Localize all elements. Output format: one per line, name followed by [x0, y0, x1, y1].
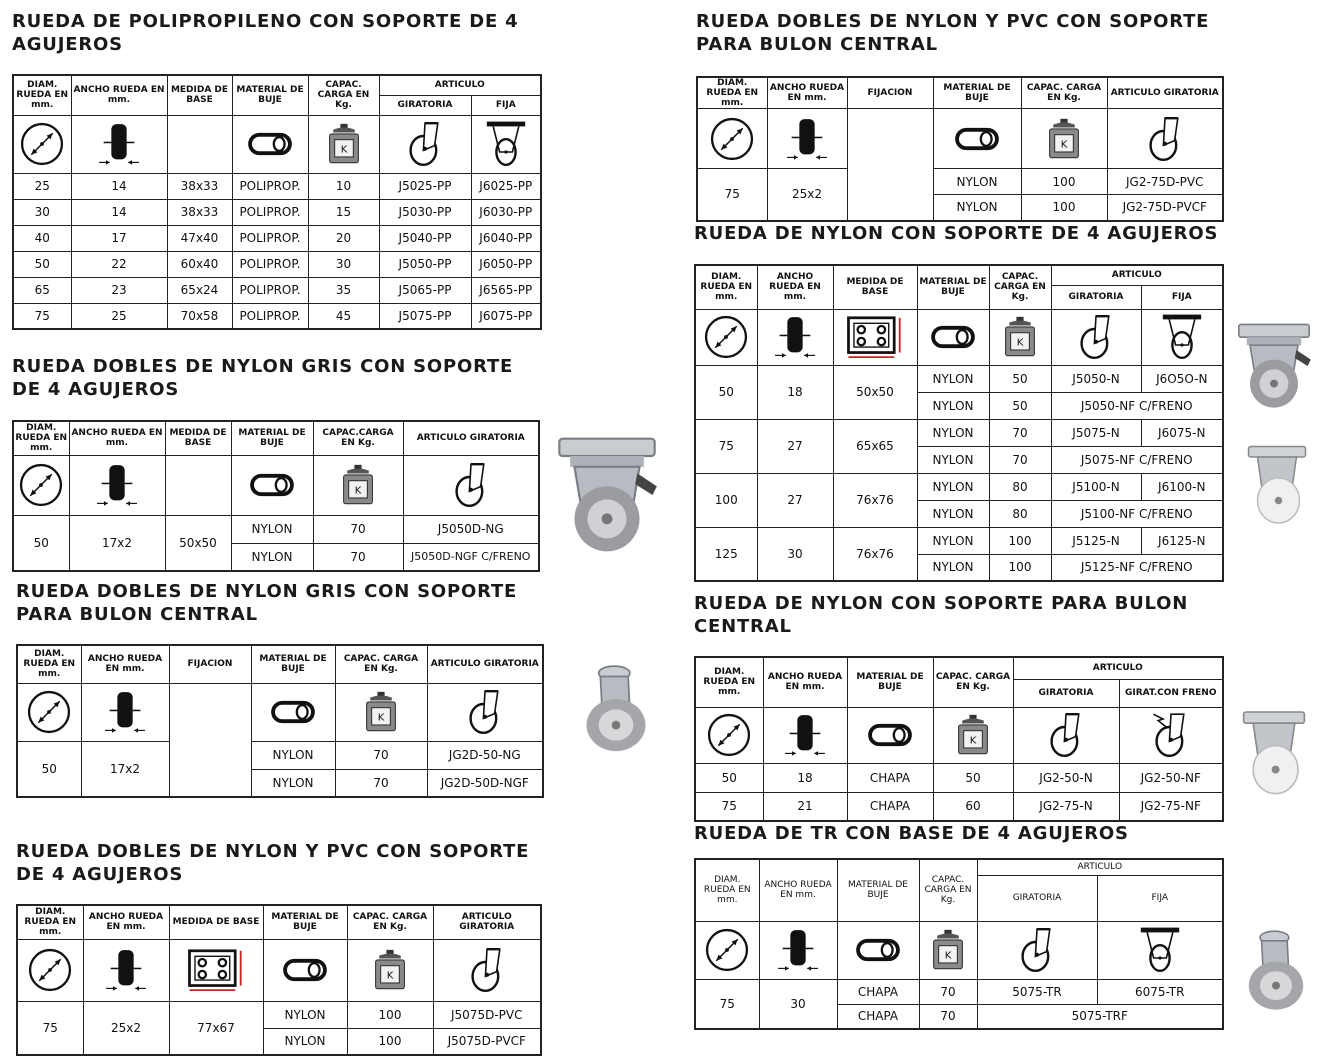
weight-icon	[1021, 109, 1107, 169]
width-icon	[69, 455, 165, 515]
caster-photo	[1226, 318, 1322, 414]
catalog-table	[16, 904, 542, 1056]
header-ancho: ANCHO RUEDA EN mm.	[81, 645, 169, 683]
brake-caster-icon	[1119, 707, 1223, 763]
header-capac: CAPAC. CARGA EN Kg.	[335, 645, 427, 683]
header-material: MATERIAL DE BUJE	[847, 657, 933, 707]
header-capac: CAPAC. CARGA EN Kg.	[933, 657, 1013, 707]
catalog-table	[16, 644, 544, 798]
diameter-icon	[697, 109, 767, 169]
catalog-table	[12, 420, 540, 572]
diameter-icon	[695, 707, 763, 763]
section-title: RUEDA DOBLES DE NYLON GRIS CON SOPORTE DE 4 AGUJEROS	[12, 356, 514, 400]
width-icon	[767, 109, 847, 169]
table-row: 100 27 76x76 NYLON 80 J5100-N J6100-N	[695, 473, 1223, 500]
header-capac: CAPAC. CARGA EN Kg.	[919, 859, 977, 921]
table-row: NYLON 100 J5125-NF C/FRENO	[695, 554, 1223, 581]
header-material: MATERIAL DE BUJE	[251, 645, 335, 683]
width-icon	[71, 115, 167, 173]
diameter-icon	[17, 939, 83, 1001]
header-giratoria: GIRATORIA	[1051, 285, 1141, 309]
diameter-icon	[695, 921, 759, 979]
header-material: MATERIAL DE BUJE	[933, 77, 1021, 109]
header-articulo-giratoria: ARTICULO GIRATORIA	[403, 421, 539, 455]
swivel-caster-icon	[1107, 109, 1223, 169]
header-articulo-giratoria: ARTICULO GIRATORIA	[427, 645, 543, 683]
header-fija: FIJA	[1097, 875, 1223, 921]
header-articulo: ARTICULO	[1013, 657, 1223, 679]
diameter-icon	[13, 115, 71, 173]
width-icon	[757, 309, 833, 365]
weight-icon	[919, 921, 977, 979]
header-capac: CAPAC. CARGA EN Kg.	[347, 905, 433, 939]
header-diam: DIAM. RUEDA EN mm.	[697, 77, 767, 109]
table-row: 75 25x2 NYLON 100 JG2-75D-PVC	[697, 169, 1223, 195]
table-row: 25 14 38x33 POLIPROP. 10 J5025-PP J6025-PP	[13, 173, 541, 199]
header-capac: CAPAC. CARGA EN Kg.	[989, 265, 1051, 309]
header-diam: DIAM. RUEDA EN mm.	[17, 645, 81, 683]
header-ancho: ANCHO RUEDA EN mm.	[759, 859, 837, 921]
bushing-icon	[251, 683, 335, 741]
header-medida: MEDIDA DE BASE	[169, 905, 263, 939]
catalog-table	[12, 74, 542, 330]
caster-photo	[1232, 436, 1322, 532]
diameter-icon	[695, 309, 757, 365]
caster-photo	[542, 430, 672, 560]
table-row: 75 21 CHAPA 60 JG2-75-N JG2-75-NF	[695, 792, 1223, 821]
catalog-table	[694, 858, 1224, 1030]
catalog-table	[694, 656, 1224, 822]
header-ancho: ANCHO RUEDA EN mm.	[71, 75, 167, 115]
swivel-caster-icon	[433, 939, 541, 1001]
swivel-caster-icon	[403, 455, 539, 515]
table-row: 75 27 65x65 NYLON 70 J5075-N J6075-N	[695, 419, 1223, 446]
bushing-icon	[933, 109, 1021, 169]
table-row: 65 23 65x24 POLIPROP. 35 J5065-PP J6565-PP	[13, 277, 541, 303]
swivel-caster-icon	[1013, 707, 1119, 763]
table-row: 75 25x2 77x67 NYLON 100 J5075D-PVC	[17, 1001, 541, 1028]
section-title: RUEDA DOBLES DE NYLON Y PVC CON SOPORTE PARA BULON CENTRAL	[696, 11, 1210, 55]
header-medida: MEDIDA DE BASE	[833, 265, 917, 309]
weight-icon	[335, 683, 427, 741]
fixed-caster-icon	[471, 115, 541, 173]
table-row: NYLON 70 J5075-NF C/FRENO	[695, 446, 1223, 473]
swivel-caster-icon	[427, 683, 543, 741]
header-material: MATERIAL DE BUJE	[263, 905, 347, 939]
fixed-caster-icon	[1141, 309, 1223, 365]
header-articulo: ARTICULO	[977, 859, 1223, 875]
width-icon	[81, 683, 169, 741]
header-material: MATERIAL DE BUJE	[837, 859, 919, 921]
section-title: RUEDA DE NYLON CON SOPORTE PARA BULON CENTRAL	[694, 593, 1189, 637]
weight-icon	[347, 939, 433, 1001]
table-row: NYLON 100 J5075D-PVCF	[17, 1028, 541, 1055]
header-articulo: ARTICULO	[1051, 265, 1223, 285]
header-medida: MEDIDA DE BASE	[165, 421, 231, 455]
fixed-caster-icon	[1097, 921, 1223, 979]
bushing-icon	[232, 115, 308, 173]
table-row: 75 30 CHAPA 70 5075-TR 6075-TR	[695, 979, 1223, 1004]
header-capac: CAPAC. CARGA EN Kg.	[308, 75, 379, 115]
swivel-caster-icon	[379, 115, 471, 173]
header-material: MATERIAL DE BUJE	[231, 421, 313, 455]
table-row: 50 22 60x40 POLIPROP. 30 J5050-PP J6050-PP	[13, 251, 541, 277]
width-icon	[83, 939, 169, 1001]
header-capac: CAPAC.CARGA EN Kg.	[313, 421, 403, 455]
table-row: 50 18 50x50 NYLON 50 J5050-N J6O5O-N	[695, 365, 1223, 392]
header-capac: CAPAC. CARGA EN Kg.	[1021, 77, 1107, 109]
header-fijacion: FIJACION	[169, 645, 251, 683]
table-row: 40 17 47x40 POLIPROP. 20 J5040-PP J6040-PP	[13, 225, 541, 251]
weight-icon	[313, 455, 403, 515]
header-medida: MEDIDA DE BASE	[167, 75, 232, 115]
header-diam: DIAM. RUEDA EN mm.	[695, 859, 759, 921]
header-articulo-giratoria: ARTICULO GIRATORIA	[433, 905, 541, 939]
table-row: 50 17x2 NYLON 70 JG2D-50-NG	[17, 741, 543, 769]
base-plate-icon	[833, 309, 917, 365]
header-fijacion: FIJACION	[847, 77, 933, 109]
header-fija: FIJA	[471, 95, 541, 115]
header-diam: DIAM. RUEDA EN mm.	[13, 421, 69, 455]
bushing-icon	[917, 309, 989, 365]
table-row: 75 25 70x58 POLIPROP. 45 J5075-PP J6075-PP	[13, 303, 541, 329]
base-plate-icon	[169, 939, 263, 1001]
header-fija: FIJA	[1141, 285, 1223, 309]
caster-photo	[550, 654, 682, 758]
header-articulo: ARTICULO	[379, 75, 541, 95]
section-title: RUEDA DOBLES DE NYLON GRIS CON SOPORTE PARA BULON CENTRAL	[16, 581, 518, 625]
header-ancho: ANCHO RUEDA EN mm.	[83, 905, 169, 939]
bushing-icon	[263, 939, 347, 1001]
diameter-icon	[13, 455, 69, 515]
header-articulo-giratoria: ARTICULO GIRATORIA	[1107, 77, 1223, 109]
table-row: 30 14 38x33 POLIPROP. 15 J5030-PP J6030-PP	[13, 199, 541, 225]
bushing-icon	[231, 455, 313, 515]
header-diam: DIAM. RUEDA EN mm.	[695, 265, 757, 309]
header-ancho: ANCHO RUEDA EN mm.	[767, 77, 847, 109]
section-title: RUEDA DOBLES DE NYLON Y PVC CON SOPORTE DE 4 AGUJEROS	[16, 841, 530, 885]
weight-icon	[308, 115, 379, 173]
diameter-icon	[17, 683, 81, 741]
table-row: 125 30 76x76 NYLON 100 J5125-N J6125-N	[695, 527, 1223, 554]
caster-photo	[1228, 906, 1324, 1030]
weight-icon	[989, 309, 1051, 365]
table-row: NYLON 70 JG2D-50D-NGF	[17, 769, 543, 797]
header-ancho: ANCHO RUEDA EN mm.	[757, 265, 833, 309]
swivel-caster-icon	[1051, 309, 1141, 365]
swivel-caster-icon	[977, 921, 1097, 979]
header-diam: DIAM. RUEDA EN mm.	[13, 75, 71, 115]
header-diam: DIAM. RUEDA EN mm.	[17, 905, 83, 939]
table-row: 50 17x2 50x50 NYLON 70 J5050D-NG	[13, 515, 539, 543]
table-row: NYLON 80 J5100-NF C/FRENO	[695, 500, 1223, 527]
width-icon	[763, 707, 847, 763]
table-row: 50 18 CHAPA 50 JG2-50-N JG2-50-NF	[695, 763, 1223, 792]
header-giratoria: GIRATORIA	[1013, 679, 1119, 707]
header-giratoria: GIRATORIA	[977, 875, 1097, 921]
table-row: CHAPA 70 5075-TRF	[695, 1004, 1223, 1029]
table-row: NYLON 70 J5050D-NGF C/FRENO	[13, 543, 539, 571]
header-diam: DIAM. RUEDA EN mm.	[695, 657, 763, 707]
header-ancho: ANCHO RUEDA EN mm.	[69, 421, 165, 455]
caster-photo	[1226, 694, 1322, 810]
section-title: RUEDA DE TR CON BASE DE 4 AGUJEROS	[694, 823, 1129, 844]
header-girat-freno: GIRAT.CON FRENO	[1119, 679, 1223, 707]
header-material: MATERIAL DE BUJE	[232, 75, 308, 115]
bushing-icon	[837, 921, 919, 979]
weight-icon	[933, 707, 1013, 763]
header-material: MATERIAL DE BUJE	[917, 265, 989, 309]
catalog-table	[696, 76, 1224, 222]
header-giratoria: GIRATORIA	[379, 95, 471, 115]
bushing-icon	[847, 707, 933, 763]
section-title: RUEDA DE NYLON CON SOPORTE DE 4 AGUJEROS	[694, 223, 1219, 244]
table-row: NYLON 50 J5050-NF C/FRENO	[695, 392, 1223, 419]
section-title: RUEDA DE POLIPROPILENO CON SOPORTE DE 4 AGUJEROS	[12, 11, 519, 55]
width-icon	[759, 921, 837, 979]
table-row: NYLON 100 JG2-75D-PVCF	[697, 195, 1223, 221]
catalog-table	[694, 264, 1224, 582]
header-ancho: ANCHO RUEDA EN mm.	[763, 657, 847, 707]
